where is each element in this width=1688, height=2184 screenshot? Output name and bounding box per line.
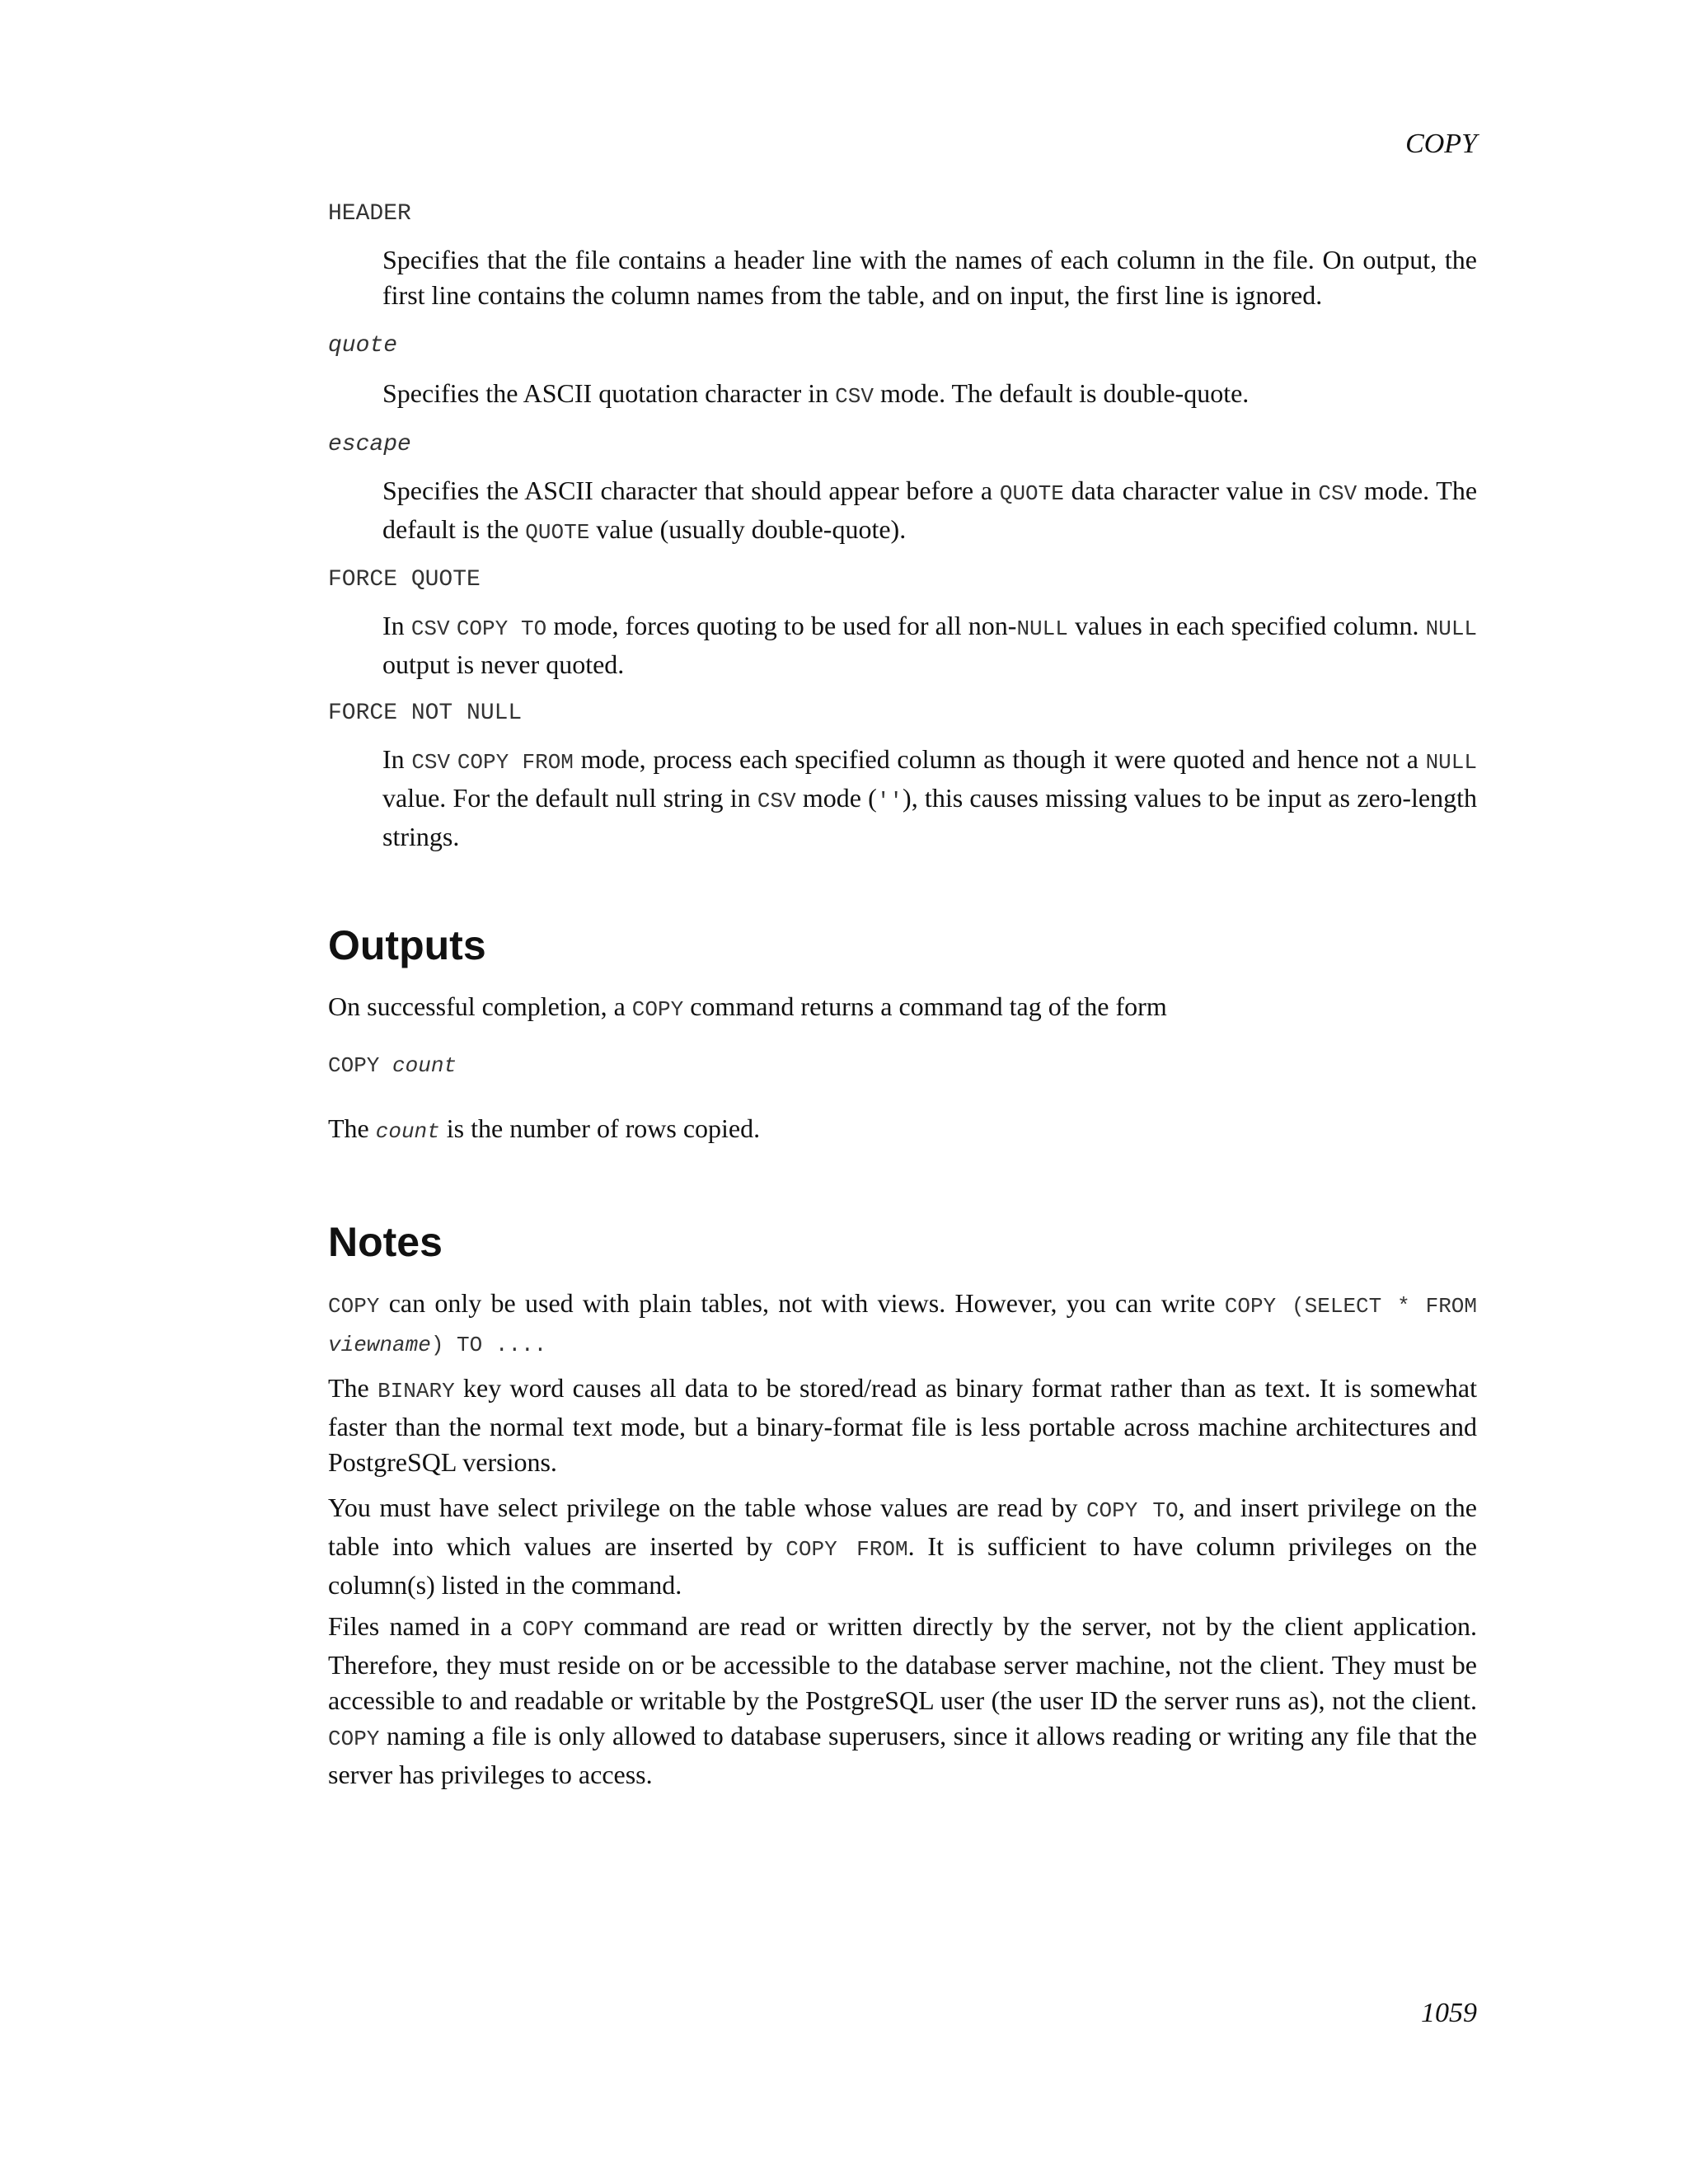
option-description: Specifies that the file contains a header line with the names of each column in the file. On output, the first line contains the column names from the table, and on input, the first line is ignored. [382,245,1477,310]
inline-code: COPY TO [1085,1498,1179,1523]
running-header: COPY [1405,129,1477,159]
inline-code: COPY [328,1294,380,1319]
inline-code-placeholder: count [392,1053,457,1078]
inline-code: CSV [1318,481,1357,506]
inline-code: COPY [522,1617,574,1642]
inline-code: COPY FROM [785,1537,908,1562]
command-tag-example [328,1052,457,1078]
inline-code: COPY [631,997,684,1022]
inline-code: COPY TO [456,616,547,641]
inline-code: CSV [835,384,874,409]
inline-code: NULL [1016,616,1068,641]
inline-code: CSV [757,789,796,813]
notes-paragraph: You must have select privilege on the table whose values are read by COPY TO, and insert privilege on the table into which values are inserted by COPY FROM. It is sufficient to have column privileges on the column(s) listed in the command. [328,1493,1477,1600]
inline-code-placeholder: viewname [328,1333,431,1357]
inline-code: NULL [1425,750,1477,775]
notes-paragraph: Files named in a COPY command are read or written directly by the server, not by the client application. Therefore, they must reside on or be accessible to the database server machine, not the client. They must be accessible to and readable or writable by the PostgreSQL user (the user ID the server runs as), not the client. COPY naming a file is only allowed to database superusers, since it allows reading or writing any file that the server has privileges to access. [328,1611,1478,1789]
inline-code: COPY [328,1053,393,1078]
page-number: 1059 [1421,1998,1477,2028]
inline-code: COPY FROM [457,750,574,775]
inline-code: QUOTE [525,520,590,545]
notes-paragraph: COPY can only be used with plain tables, not with views. However, you can write COPY (SELECT * FROM viewname) TO .... [328,1288,1478,1357]
option-term: quote [328,333,398,359]
section-heading-outputs: Outputs [328,922,486,968]
option-description: In CSV COPY FROM mode, process each specified column as though it were quoted and hence not a NULL value. For the default null string in CSV mode (''), this causes missing values to be input as zero-length strings. [382,744,1478,851]
inline-code: COPY [328,1727,380,1751]
inline-code: '' [876,789,903,813]
inline-code: CSV [410,616,450,641]
inline-code-placeholder: count [375,1119,440,1144]
option-term: FORCE QUOTE [328,567,481,593]
option-term: escape [328,432,411,457]
outputs-intro: On successful completion, a COPY command returns a command tag of the form [328,991,1167,1022]
section-heading-notes: Notes [328,1219,443,1265]
outputs-explanation: The count is the number of rows copied. [328,1113,761,1144]
inline-code: NULL [1425,616,1478,641]
option-term: FORCE NOT NULL [328,701,523,726]
inline-code: BINARY [377,1379,455,1404]
option-description: Specifies the ASCII quotation character in CSV mode. The default is double-quote. [382,378,1250,409]
notes-paragraph: The BINARY key word causes all data to be stored/read as binary format rather than as text. It is somewhat faster than the normal text mode, but a binary-format file is less portable across machine architectures and PostgreSQL versions. [328,1373,1478,1477]
inline-code: QUOTE [999,481,1064,506]
option-term: HEADER [328,201,411,227]
option-description: In CSV COPY TO mode, forces quoting to be used for all non-NULL values in each specified column. NULL output is never quoted. [382,611,1478,679]
inline-code: ) TO .... [430,1333,547,1357]
inline-code: COPY (SELECT * FROM [1224,1294,1478,1319]
inline-code: CSV [411,750,451,775]
option-description: Specifies the ASCII character that should appear before a QUOTE data character value in CSV mode. The default is the QUOTE value (usually double-quote). [382,476,1478,545]
